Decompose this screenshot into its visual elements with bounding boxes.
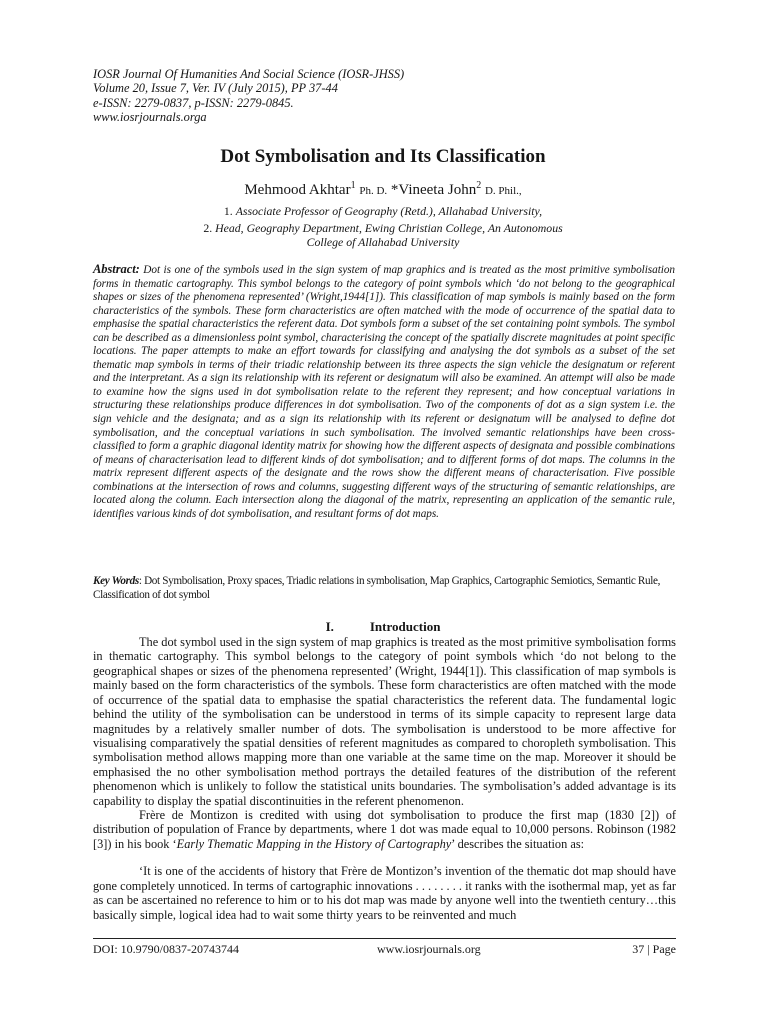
author-2-degree: D. Phil.,: [484, 185, 522, 197]
paper-title: Dot Symbolisation and Its Classification: [220, 146, 546, 167]
book-title: Early Thematic Mapping in the History of Cartography: [176, 836, 452, 851]
journal-volume: Volume 20, Issue 7, Ver. IV (July 2015), PP 37-44: [93, 81, 338, 96]
author-1-degree: Ph. D.: [359, 185, 388, 197]
abstract-label: Abstract:: [93, 262, 140, 276]
paragraph-1: The dot symbol used in the sign system of map graphics is treated as the most primitive symbolisation forms in thematic cartography. This symbol belongs to the category of point symbols which ‘do not belong to the geographical shapes or sizes of the phenomena represented’ (Wright, 1944[1]). This classification of map symbols is mainly based on the form characteristics of the symbols. These form characteristics are often matched with the mode of occurrence of the spatial data to emphasise the spatial characteristics the referent data. The fundamental logic behind the utility of the symbolisation can be understood in terms of its simple capacity to represent large data magnitudes by a relatively smaller number of dots. The symbolisation is understood to be more affective for visualising comparatively the spatial densities of referent magnitudes as compared to choropleth symbolisation. This symbolisation method allows mapping more than one variable at the same time on the map. Moreover it should be emphasised the no other symbolisation method portrays the detailed features of the distribution of the referent phenomenon which is unlikely to follow the statistical units boundaries. The symbolisation’s added advantage is its capability to display the spatial discontinuities in the referent phenomenon.: [93, 635, 676, 808]
affiliation-1: 1. Associate Professor of Geography (Retd.), Allahabad University,: [223, 204, 543, 218]
author-2-sup: 2: [476, 180, 482, 191]
body-text: [93, 635, 676, 922]
journal-website: www.iosrjournals.orga: [93, 110, 207, 125]
footer-divider: [93, 938, 676, 939]
footer-doi: DOI: 10.9790/0837-20743744: [93, 942, 239, 956]
abstract: [93, 263, 675, 521]
section-heading: [93, 619, 673, 635]
paragraph-2: Frère de Montizon is credited with using dot symbolisation to produce the first map (1830 [2]) of distribution of population of France by departments, where 1 dot was made equal to 10,000 persons. Robinson (1982 [3]) in his book ‘Early Thematic Mapping in the History of Cartography’ describes the situation as:: [93, 808, 676, 851]
affiliation-2: 2. Head, Geography Department, Ewing Christian College, An Autonomous College of Allahabad University: [203, 221, 563, 249]
journal-name: IOSR Journal Of Humanities And Social Science (IOSR-JHSS): [93, 67, 405, 81]
keywords: Key Words: Dot Symbolisation, Proxy spaces, Triadic relations in symbolisation, Map Graphics, Cartographic Semiotics, Semantic Rule, Classification of dot symbol: [93, 575, 661, 601]
footer-website: www.iosrjournals.org: [377, 942, 481, 956]
paragraph-quote: ‘It is one of the accidents of history that Frère de Montizon’s invention of the thematic dot map should have gone completely unnoticed. In terms of cartographic innovations . . . . . . . . it ranks with the isothermal map, yet as far as can be ascertained no reference to him or to his dot map was made by anyone well into the twentieth century…this basically simple, logical idea had to wait some thirty years to be reinvented and much: [93, 864, 676, 922]
keywords-label: Key Words: [93, 575, 139, 587]
section-number: I.: [325, 619, 334, 634]
author-1-sup: 1: [350, 180, 356, 191]
journal-issn: e-ISSN: 2279-0837, p-ISSN: 2279-0845.: [93, 95, 294, 110]
abstract-text: Dot is one of the symbols used in the sign system of map graphics and is treated as the most primitive symbolisation forms in thematic cartography. This symbol belongs to the category of point symbols which ‘do not belong to the geographical shapes or sizes of the phenomena represented’ (Wright,1944[1]). This classification of map symbols is mainly based on the form characteristics of the symbols. These form characteristics are often matched with the mode of occurrence of the spatial data to emphasise the spatial characteristics the referent data. Dot symbols form a subset of the set containing point symbols. The symbol can be described as a dimensionless point symbol, characterising the concept of the spatially discrete magnitudes at point specific locations. The paper attempts to make an effort towards for classifying and analysing the dot symbols as a subset of the set thematic map symbols in terms of their triadic relationship between its three aspects the sign vehicle the designatum or referent and the interpretant. As a sign its relationship with its referent or designatum will also be examined. An attempt will also be made to examine how the signs used in dot symbolisation relate to the referent they represent; and how conceptual variations in structuring these relationships produce differences in dot symbolisation. Two of the components of dot as a sign system i.e. the sign vehicle and the designata; and as a sign its relationship with its referent or designatum will be analysed to define dot symbolisation, and the conceptual variations in such symbolisation. The involved semantic relationships have been cross-classified to form a graphic diagonal identity matrix for showing how the different aspects of designata and possible combinations of means of characterisation lead to different kinds of dot symbolisation; and to different forms of dot maps. The columns in the matrix represent different aspects of the designate and the rows show the different means of characterisation. Five possible combinations at the intersection of rows and columns, suggesting different ways of the structuring of semantic relationships, are located along the column. Each intersection along the diagonal of the matrix, representing an application of the semantic rule, identifies various kinds of dot symbolisation, and resultant forms of dot maps.: [93, 264, 675, 520]
footer-page-number: 37 | Page: [632, 942, 676, 956]
journal-header: [93, 67, 693, 125]
author-line: [93, 180, 673, 201]
keywords-text: Dot Symbolisation, Proxy spaces, Triadic relations in symbolisation, Map Graphics, Cartographic Semiotics, Semantic Rule, Classification of dot symbol: [93, 575, 661, 601]
section-title: Introduction: [369, 619, 441, 634]
author-1-name: Mehmood Akhtar: [244, 182, 351, 198]
author-2-name: *Vineeta John: [390, 182, 477, 198]
